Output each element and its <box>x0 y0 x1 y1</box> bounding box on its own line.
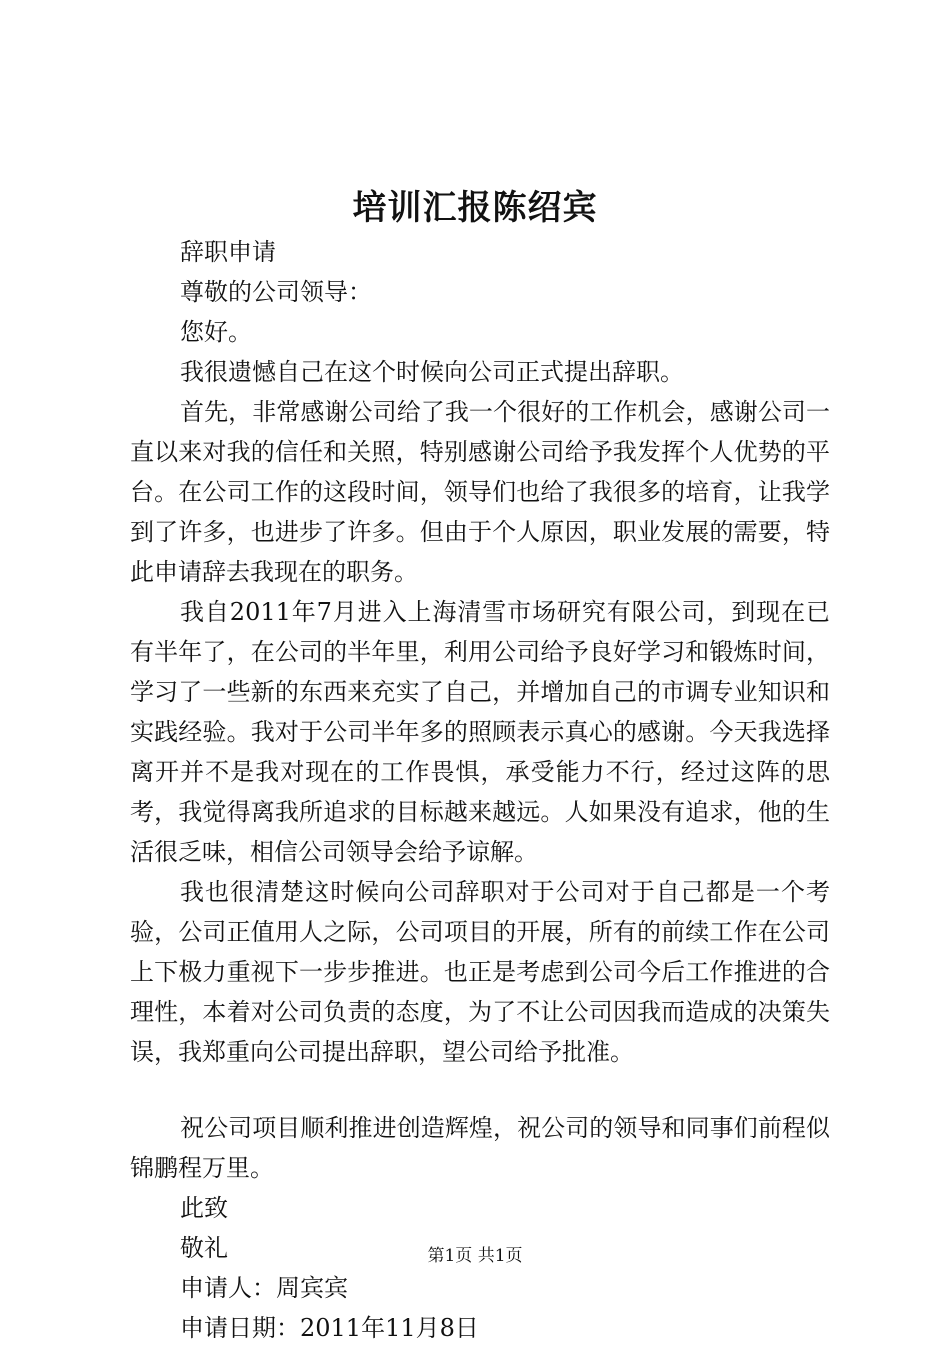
paragraph-salutation: 尊敬的公司领导： <box>180 278 372 306</box>
paragraph-gap <box>130 1072 830 1108</box>
paragraph-thanks: 首先，非常感谢公司给了我一个很好的工作机会，感谢公司一直以来对我的信任和关照，特别感谢公司给予我发挥个人优势的平台。在公司工作的这段时间，领导们也给了我很多的培育，让我学到了许多，也进步了许多。但由于个人原因，职业发展的需要，特此申请辞去我现在的职务。 <box>130 398 830 586</box>
paragraph-regards: 敬礼 <box>180 1234 228 1262</box>
paragraph-intro: 我很遗憾自己在这个时候向公司正式提出辞职。 <box>180 358 684 386</box>
paragraph-reason: 我也很清楚这时候向公司辞职对于公司对于自己都是一个考验，公司正值用人之际，公司项目的开展，所有的前续工作在公司上下极力重视下一步步推进。也正是考虑到公司今后工作推进的合理性，本着对公司负责的态度，为了不让公司因我而造成的决策失误，我郑重向公司提出辞职，望公司给予批准。 <box>130 878 830 1066</box>
page-footer: 第1页 共1页 <box>427 1246 523 1266</box>
document-title: 培训汇报陈绍宾 <box>352 188 598 228</box>
paragraph-applicant: 申请人：周宾宾 <box>180 1274 348 1302</box>
paragraph-closing: 此致 <box>180 1194 228 1222</box>
paragraph-heading: 辞职申请 <box>180 238 276 266</box>
paragraph-date: 申请日期：2011年11月8日 <box>180 1314 479 1342</box>
paragraph-greeting: 您好。 <box>180 318 252 346</box>
paragraph-experience: 我自2011年7月进入上海清雪市场研究有限公司，到现在已有半年了，在公司的半年里，利用公司给予良好学习和锻炼时间，学习了一些新的东西来充实了自己，并增加自己的市调专业知识和实践经验。我对于公司半年多的照顾表示真心的感谢。今天我选择离开并不是我对现在的工作畏惧，承受能力不行，经过这阵的思考，我觉得离我所追求的目标越来越远。人如果没有追求，他的生活很乏味，相信公司领导会给予谅解。 <box>130 598 830 866</box>
paragraph-wishes: 祝公司项目顺利推进创造辉煌，祝公司的领导和同事们前程似锦鹏程万里。 <box>130 1114 830 1182</box>
document-body <box>130 232 830 1348</box>
